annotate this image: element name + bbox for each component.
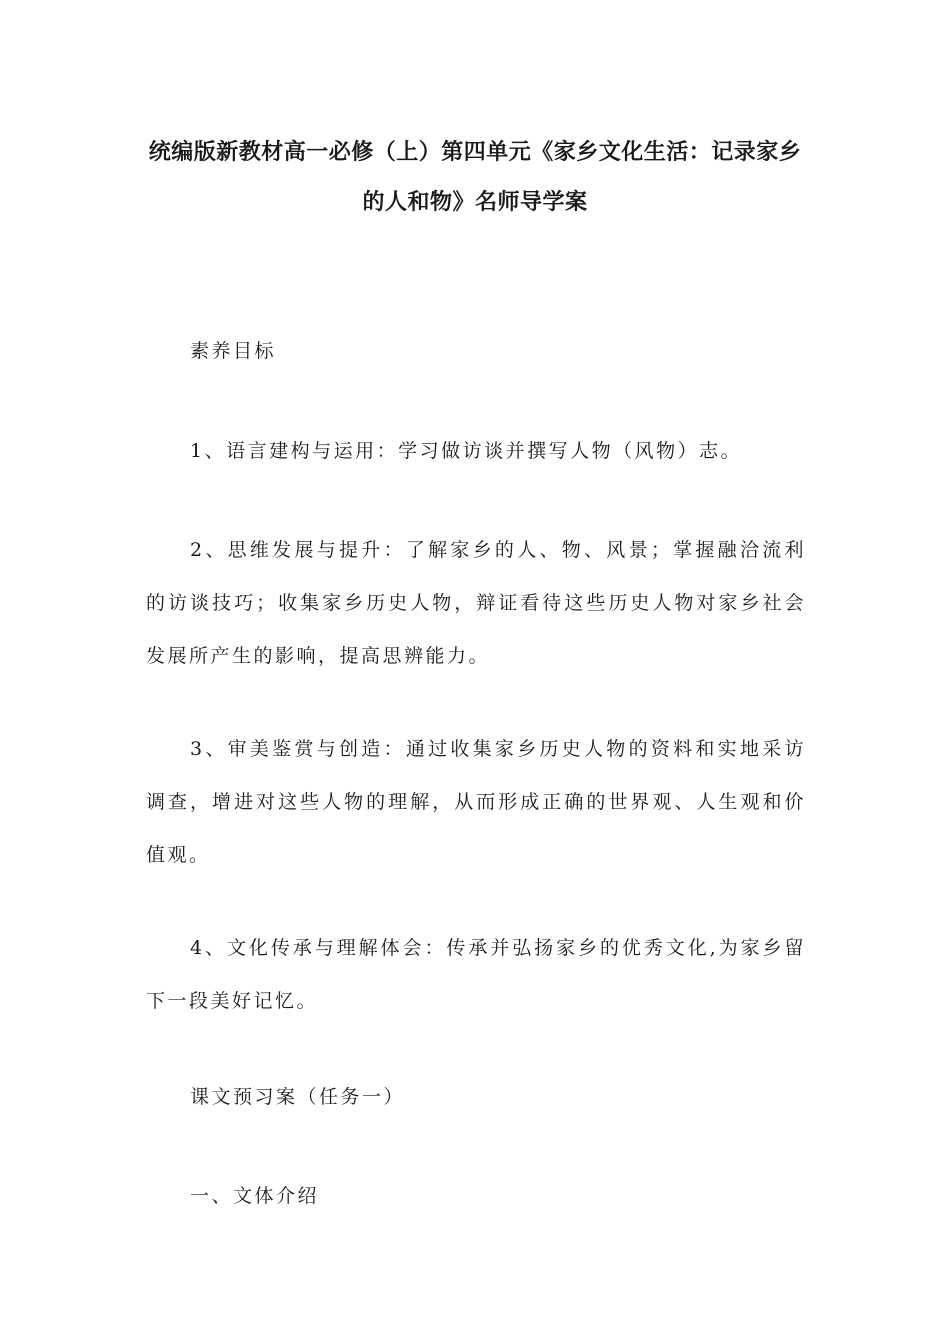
goal-item-3: 3、审美鉴赏与创造：通过收集家乡历史人物的资料和实地采访调查，增进对这些人物的理解，从而形成正确的世界观、人生观和价值观。: [146, 738, 806, 866]
section-heading-goals: 素养目标: [190, 340, 277, 362]
goal-item-1: 1、语言建构与运用：学习做访谈并撰写人物（风物）志。: [190, 440, 743, 462]
section-heading-preview: 课文预习案（任务一）: [190, 1086, 406, 1108]
title-line-1: 统编版新教材高一必修（上）第四单元《家乡文化生活：记录家乡: [148, 140, 802, 165]
goal-item-4: 4、文化传承与理解体会：传承并弘扬家乡的优秀文化,为家乡留下一段美好记忆。: [146, 937, 806, 1012]
title-line-2: 的人和物》名师导学案: [362, 190, 588, 215]
goal-item-2: 2、思维发展与提升：了解家乡的人、物、风景；掌握融洽流利的访谈技巧；收集家乡历史人物，辩证看待这些历史人物对家乡社会发展所产生的影响，提高思辨能力。: [146, 539, 806, 667]
document-title: [120, 128, 830, 228]
subsection-heading-genre: 一、文体介绍: [190, 1185, 320, 1207]
